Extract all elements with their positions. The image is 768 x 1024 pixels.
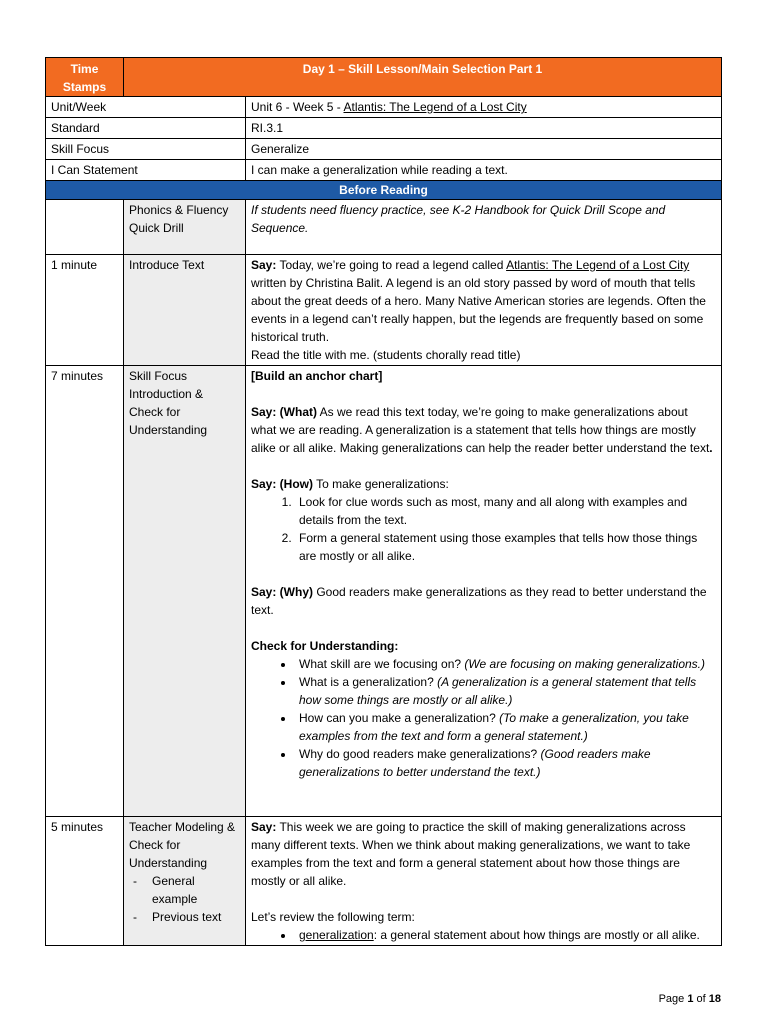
info-row-skill <box>46 139 722 160</box>
header-row <box>46 58 722 97</box>
info-label: I Can Statement <box>46 160 246 181</box>
page-footer: Page 1 of 18 <box>658 993 721 1005</box>
selection-title: Atlantis: The Legend of a Lost City <box>343 100 527 114</box>
modeling-subitem: - Previous text <box>129 908 240 926</box>
info-value: RI.3.1 <box>246 118 722 139</box>
info-label: Unit/Week <box>46 97 246 118</box>
page-number: 1 <box>687 993 694 1005</box>
info-value: Unit 6 - Week 5 - Atlantis: The Legend of a Lost City <box>246 97 722 118</box>
row-skill-focus <box>46 366 722 817</box>
info-row-standard <box>46 118 722 139</box>
cfu-question: • Why do good readers make generalizations? (Good readers make generalizations to better understand the text.) <box>295 745 716 781</box>
lesson-plan-page <box>45 57 721 946</box>
time-cell: 1 minute <box>46 255 124 366</box>
section-row <box>46 181 722 200</box>
activity-cell: Teacher Modeling & Check for Understanding - General example - Previous text <box>124 817 246 946</box>
content-cell: Say: Today, we’re going to read a legend called Atlantis: The Legend of a Lost City written by Christina Balit. A legend is an old story passed by word of mouth that tells about the great deeds of a hero. Many Native American stories are legends. Often the events in a legend can’t really happen, but the legends are frequently based on some historical truth. Read the title with me. (students chorally read title) <box>246 255 722 366</box>
activity-cell: Phonics & Fluency Quick Drill <box>124 200 246 255</box>
info-label: Standard <box>46 118 246 139</box>
time-cell: 5 minutes <box>46 817 124 946</box>
info-row-unit <box>46 97 722 118</box>
lesson-title: Day 1 – Skill Lesson/Main Selection Part 1 <box>124 58 722 97</box>
info-label: Skill Focus <box>46 139 246 160</box>
cfu-question: • How can you make a generalization? (To make a generalization, you take examples from the text and form a general statement.) <box>295 709 716 745</box>
info-value: I can make a generalization while reading a text. <box>246 160 722 181</box>
modeling-subitems <box>129 872 240 926</box>
cfu-question: • What is a generalization? (A generalization is a general statement that tells how some things are mostly or all alike.) <box>295 673 716 709</box>
lesson-plan-table <box>45 57 722 946</box>
term: generalization <box>299 928 374 942</box>
how-step: 1. Look for clue words such as most, many and all along with examples and details from the text. <box>295 493 716 529</box>
cfu-question: • What skill are we focusing on? (We are focusing on making generalizations.) <box>295 655 716 673</box>
selection-title: Atlantis: The Legend of a Lost City <box>506 258 690 272</box>
content-cell: [Build an anchor chart] Say: (What) As we read this text today, we’re going to make generalizations about what we are reading. A generalization is a statement that tells how things are mostly alike or all alike. Making generalizations can help the reader better understand the text. Say: (How) To make generalizations: 1. Look for clue words such as most, many and all along with examples and details from the text. 2. Form a general statement using those examples that tells how those things are mostly or all alike. Say: (Why) Good readers make generalizations as they read to better understand the text. Check for Understanding: • What skill are we focusing on? (We are focusing on making generalizations.) • What is a generalization? (A generalization is a general statement that tells how some things are mostly or all alike.) • How can you make a generalization? (To make a generalization, you take examples from the text and form a general statement.) • Why do good readers make generalizations? (Good readers make generalizations to better understand the text.) <box>246 366 722 817</box>
cfu-questions <box>251 655 716 781</box>
section-title: Before Reading <box>46 181 722 200</box>
time-cell: 7 minutes <box>46 366 124 817</box>
term-item: • generalization: a general statement about how things are mostly or all alike. <box>295 926 716 944</box>
time-cell <box>46 200 124 255</box>
row-phonics <box>46 200 722 255</box>
how-steps <box>251 493 716 565</box>
how-step: 2. Form a general statement using those examples that tells how those things are mostly or all alike. <box>295 529 716 565</box>
row-modeling <box>46 817 722 946</box>
term-list <box>251 926 716 944</box>
time-stamps-header: Time Stamps <box>46 58 124 97</box>
info-row-ican <box>46 160 722 181</box>
activity-cell: Skill Focus Introduction & Check for Understanding <box>124 366 246 817</box>
page-total: 18 <box>708 993 721 1005</box>
content-cell: If students need fluency practice, see K-2 Handbook for Quick Drill Scope and Sequence. <box>246 200 722 255</box>
activity-cell: Introduce Text <box>124 255 246 366</box>
row-introduce <box>46 255 722 366</box>
info-value: Generalize <box>246 139 722 160</box>
content-cell: Say: This week we are going to practice the skill of making generalizations across many different texts. When we think about making generalizations, we want to take examples from the text and form a general statement about how those things are mostly or all alike. Let’s review the following term: • generalization: a general statement about how things are mostly or all alike. <box>246 817 722 946</box>
modeling-subitem: - General example <box>129 872 240 908</box>
